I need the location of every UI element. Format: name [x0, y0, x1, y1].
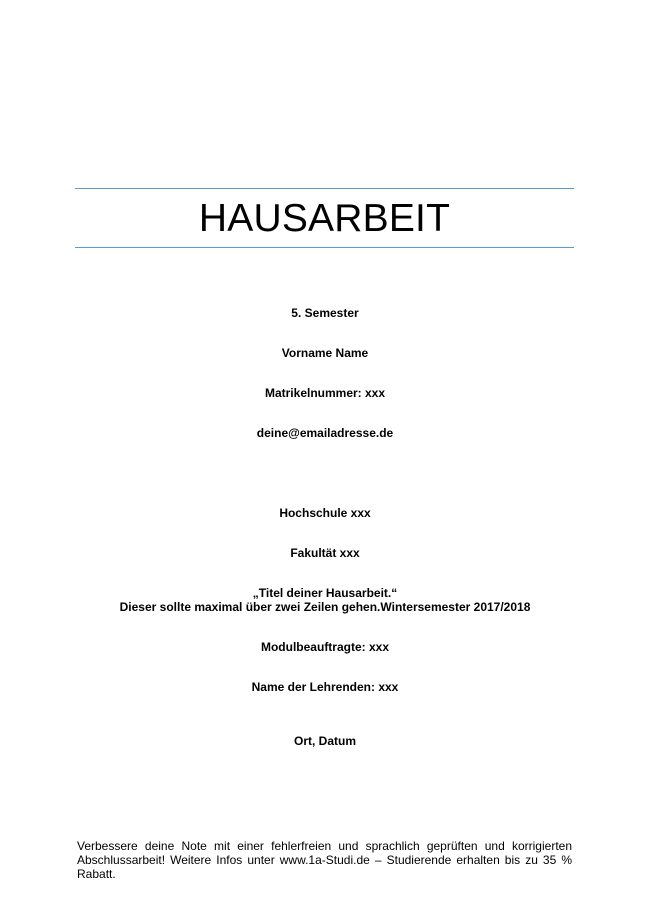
module-officer-line: Modulbeauftragte: xxx: [260, 640, 389, 654]
page-title: HAUSARBEIT: [198, 197, 451, 240]
title-top-rule: [75, 188, 574, 189]
place-date-line: Ort, Datum: [293, 734, 356, 748]
faculty-line: Fakultät xxx: [290, 546, 360, 560]
thesis-title-line-2: Dieser sollte maximal über zwei Zeilen gehen.Wintersemester 2017/2018: [119, 600, 531, 614]
semester-line: 5. Semester: [291, 306, 359, 320]
student-name-line: Vorname Name: [281, 346, 369, 360]
title-bottom-rule: [75, 247, 574, 248]
matrikel-line: Matrikelnummer: xxx: [264, 386, 386, 400]
thesis-title-line-1: „Titel deiner Hausarbeit.“: [252, 586, 398, 600]
email-line: deine@emailadresse.de: [256, 426, 394, 440]
footer-note: Verbessere deine Note mit einer fehlerfreien und sprachlich geprüften und korrigierten Abschlussarbeit! Weitere Infos unter www.1a-Studi.de – Studierende erhalten bis zu 35 % Rabatt.: [77, 839, 572, 881]
lecturer-line: Name der Lehrenden: xxx: [251, 680, 399, 694]
university-line: Hochschule xxx: [279, 506, 371, 520]
